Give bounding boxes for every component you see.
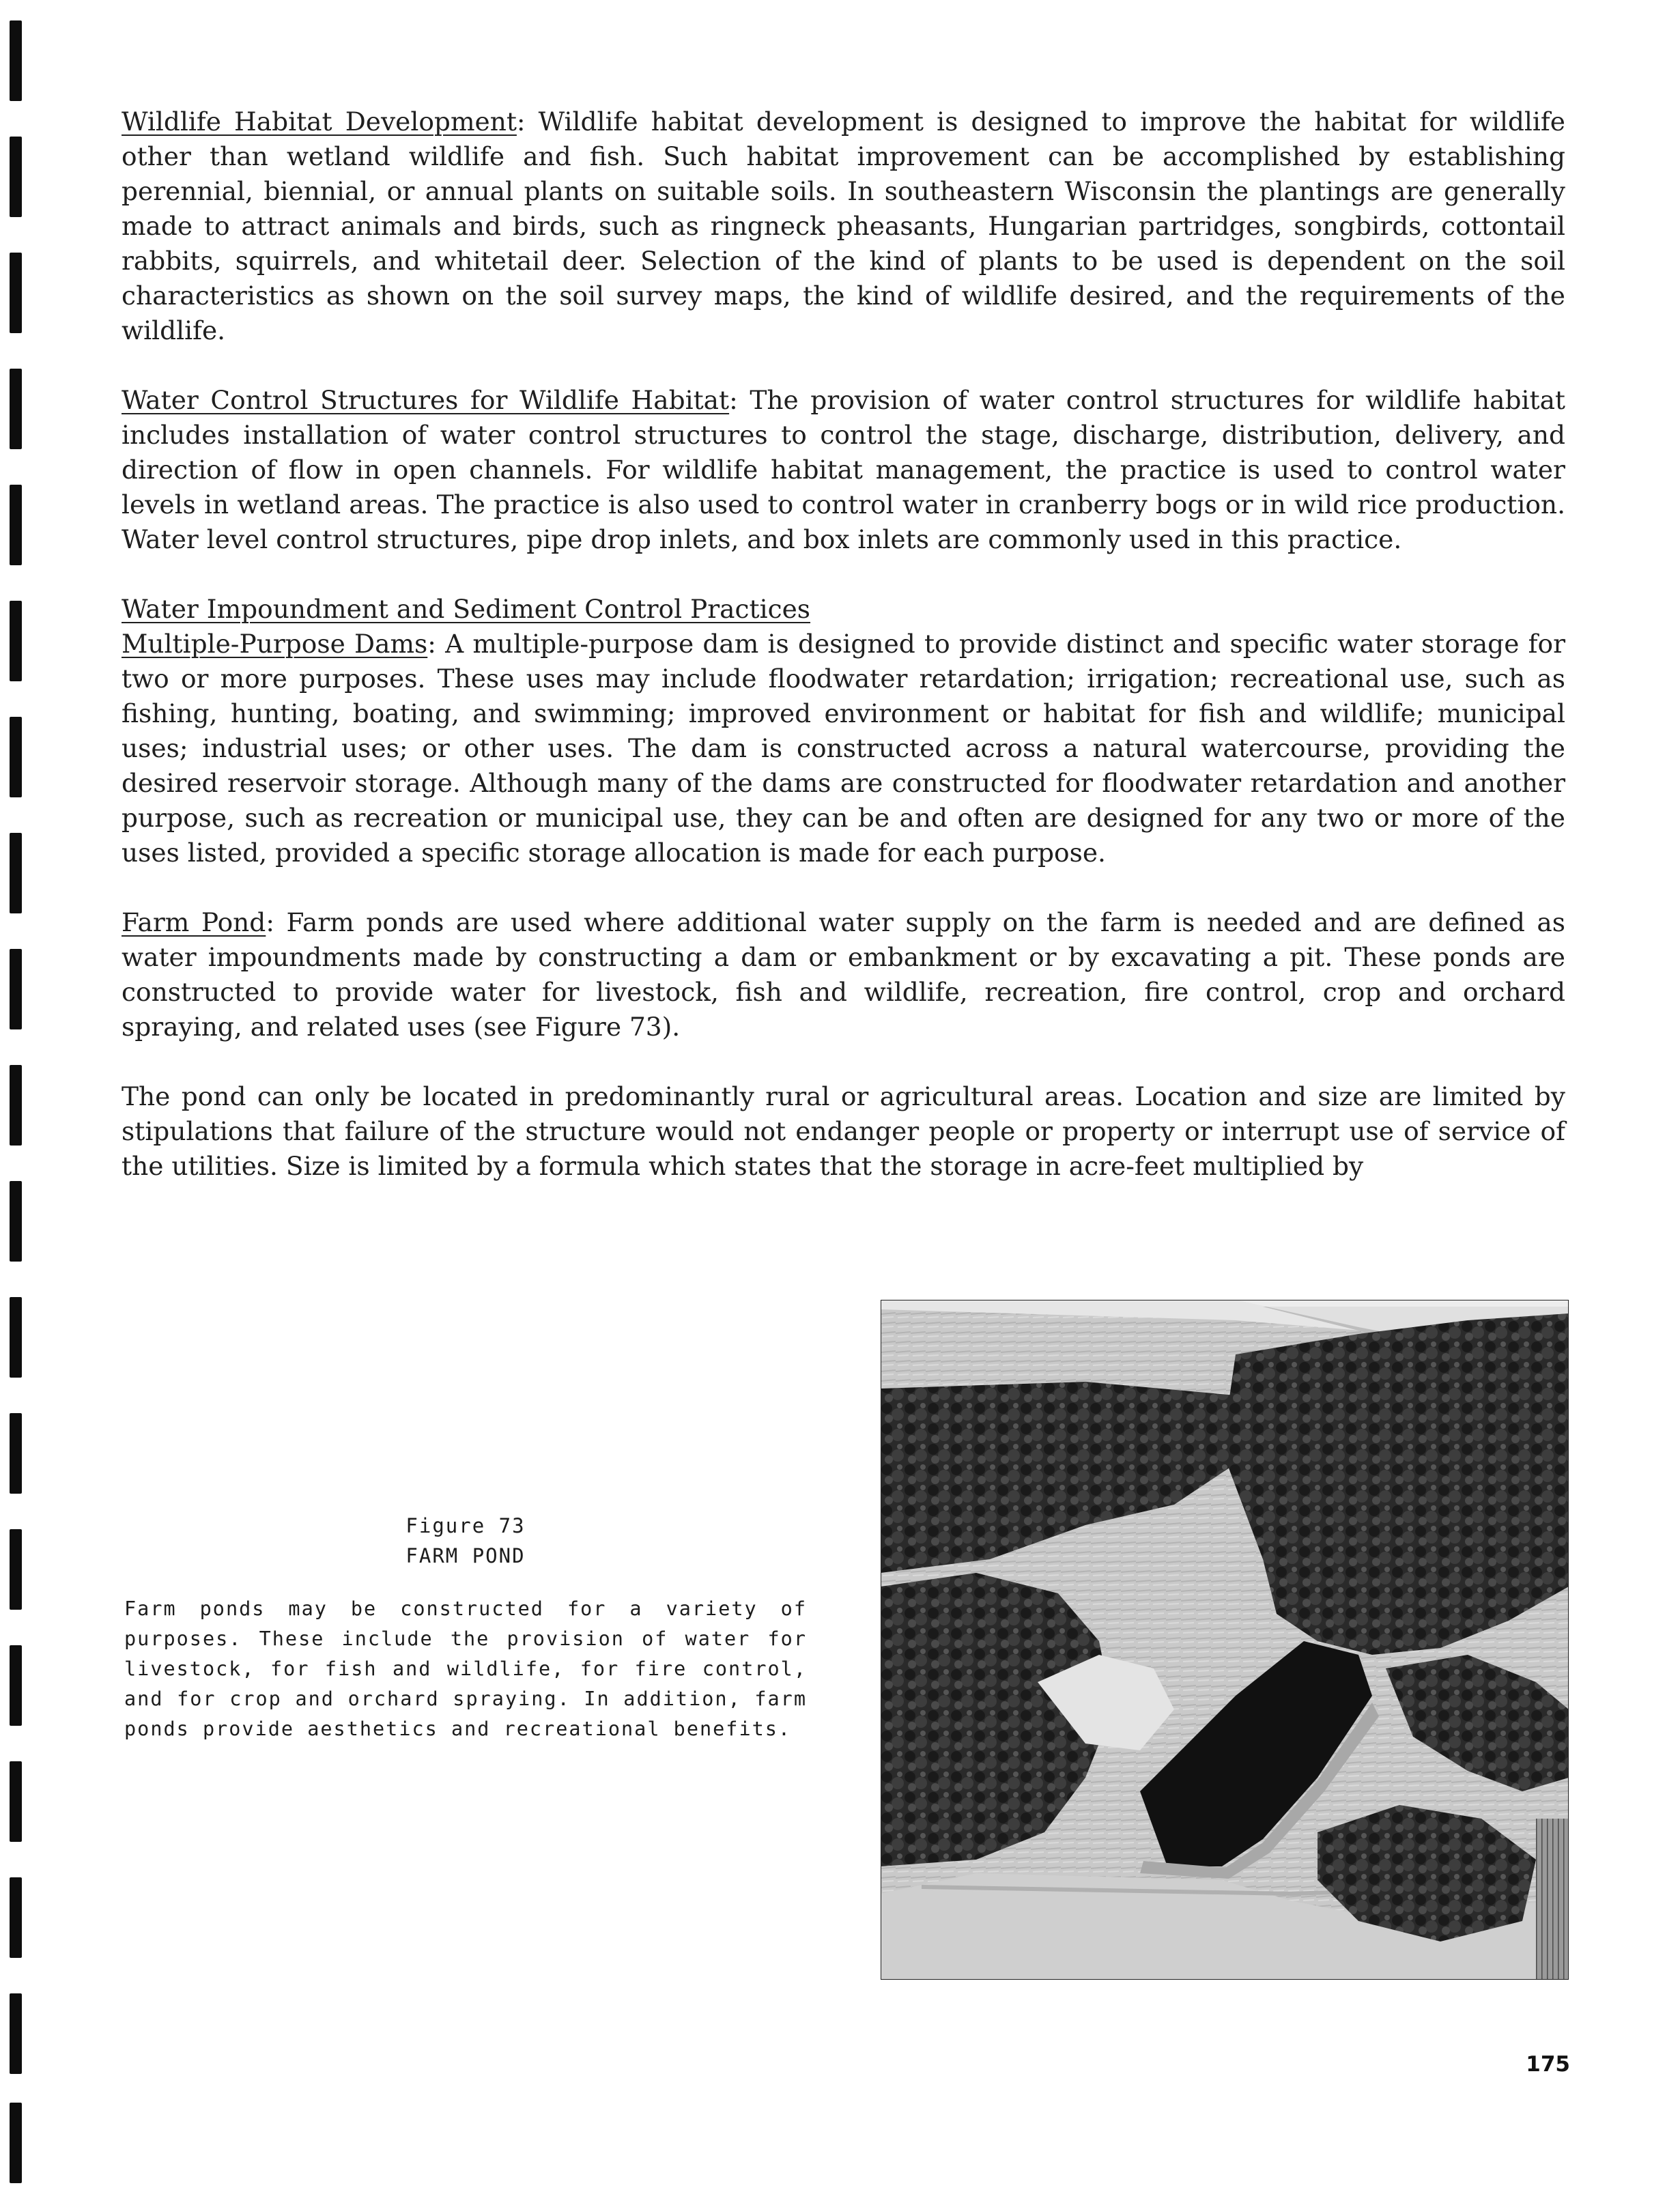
binding-hole [10, 1529, 22, 1610]
heading-dams: Multiple-Purpose Dams [122, 629, 428, 659]
binding-hole [10, 253, 22, 333]
text-pond-location: The pond can only be located in predominantly rural or agricultural areas. Location and size are limited by stipulations that failure of the structure would not endanger people or property or interrupt use of service of the utilities. Size is limited by a formula which states that the storage in acre-feet multiplied by [122, 1081, 1565, 1181]
paragraph-farm-pond [122, 905, 1565, 1044]
aerial-photo-graphic [881, 1300, 1569, 1980]
paragraph-pond-location [122, 1079, 1565, 1184]
page-number: 175 [1526, 2052, 1570, 2077]
binding-hole [10, 949, 22, 1029]
binding-hole [10, 601, 22, 681]
binding-hole [10, 1993, 22, 2074]
figure-caption-text: Farm ponds may be constructed for a variety of purposes. These include the provision of water for livestock, for fish and wildlife, for fire control, and for crop and orchard spraying. In addition, farm ponds provide aesthetics and recreational benefits. [124, 1597, 807, 1740]
binding-hole [10, 1297, 22, 1378]
binding-hole [10, 485, 22, 565]
heading-farm-pond: Farm Pond [122, 907, 266, 937]
binding-holes [10, 0, 26, 2190]
binding-hole [10, 20, 22, 101]
binding-hole [10, 1761, 22, 1842]
text-dams: : A multiple-purpose dam is designed to provide distinct and specific water storage for two or more purposes. These uses may include floodwater retardation; irrigation; recreational use, such as fishing, hunting, boating, and swimming; improved environment or habitat for fish and wildlife; municipal uses; industrial uses; or other uses. The dam is constructed across a natural watercourse, providing the desired reservoir storage. Although many of the dams are constructed for floodwater retardation and another purpose, such as recreation or municipal use, they can be and often are designed for any two or more of the uses listed, provided a specific storage allocation is made for each purpose. [122, 629, 1565, 868]
binding-hole [10, 2103, 22, 2183]
text-water-control: : The provision of water control structures for wildlife habitat includes installation of water control structures to control the stage, discharge, distribution, delivery, and direction of flow in open channels. For wildlife habitat management, the practice is used to control water levels in wetland areas. The practice is also used to control water in cranberry bogs or in wild rice production. Water level control structures, pipe drop inlets, and box inlets are commonly used in this practice. [122, 385, 1565, 554]
binding-hole [10, 1413, 22, 1494]
binding-hole [10, 833, 22, 913]
paragraph-wildlife-habitat [122, 104, 1565, 348]
binding-hole [10, 369, 22, 449]
text-farm-pond: : Farm ponds are used where additional water supply on the farm is needed and are defined as water impoundments made by constructing a dam or embankment or by excavating a pit. These ponds are constructed to provide water for livestock, fish and wildlife, recreation, fire control, crop and orchard spraying, and related uses (see Figure 73). [122, 907, 1565, 1042]
figure-caption [124, 1511, 807, 1744]
paragraph-dams [122, 627, 1565, 870]
paragraph-water-control [122, 383, 1565, 557]
text-wildlife-habitat: : Wildlife habitat development is designed to improve the habitat for wildlife other than wetland wildlife and fish. Such habitat improvement can be accomplished by establishing perennial, biennial, or annual plants on suitable soils. In southeastern Wisconsin the plantings are generally made to attract animals and birds, such as ringneck pheasants, Hungarian partridges, songbirds, cottontail rabbits, squirrels, and whitetail deer. Selection of the kind of plants to be used is dependent on the soil characteristics as shown on the soil survey maps, the kind of wildlife desired, and the requirements of the wildlife. [122, 106, 1565, 345]
section-heading-impoundment [122, 592, 1565, 627]
binding-hole [10, 1181, 22, 1262]
binding-hole [10, 1645, 22, 1726]
figure-title: FARM POND [405, 1544, 526, 1567]
binding-hole [10, 1065, 22, 1146]
body-text [122, 104, 1565, 1219]
farm-pond-photo [881, 1300, 1569, 1980]
heading-impoundment: Water Impoundment and Sediment Control Practices [122, 594, 811, 624]
binding-hole [10, 137, 22, 217]
figure-label: Figure 73 [405, 1514, 526, 1537]
heading-water-control: Water Control Structures for Wildlife Habitat [122, 385, 730, 415]
binding-hole [10, 1877, 22, 1958]
heading-wildlife-habitat: Wildlife Habitat Development [122, 106, 517, 137]
binding-hole [10, 717, 22, 797]
